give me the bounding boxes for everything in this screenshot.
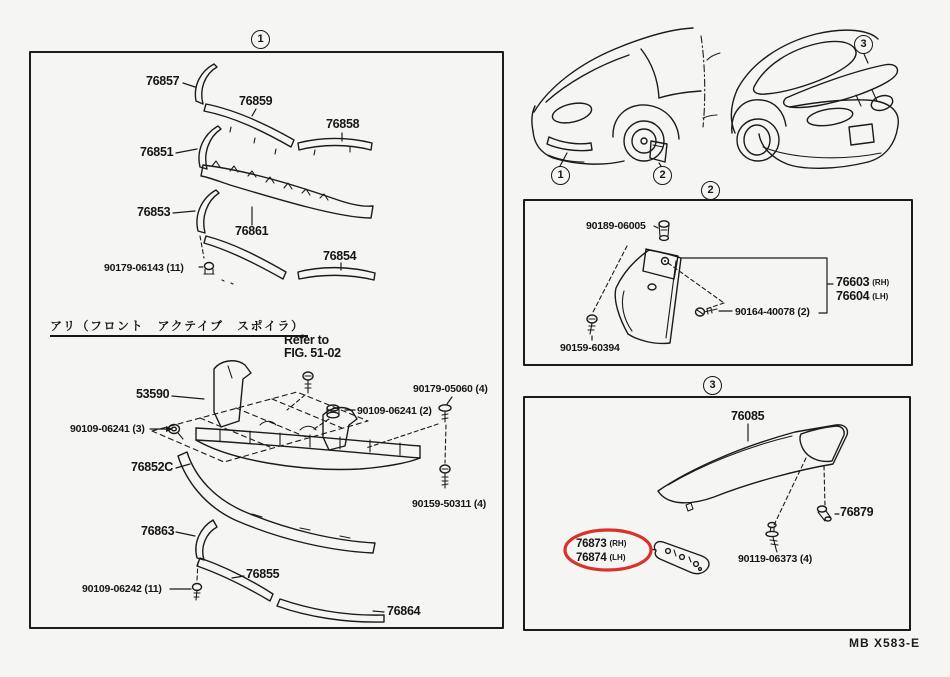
part-label-90109-06241-2: 90109-06241 (2) <box>357 405 432 417</box>
mudguard-diagram <box>587 221 833 344</box>
section-3-badge: 3 <box>703 376 722 395</box>
part-label-76879: 76879 <box>840 505 874 519</box>
screw-icon <box>303 372 313 393</box>
part-label-76085: 76085 <box>731 409 765 423</box>
part-label-90164-40078: 90164-40078 (2) <box>735 306 810 318</box>
clip-icon <box>439 405 451 422</box>
part-label-76857: 76857 <box>146 74 180 88</box>
mudguard-marker <box>650 141 667 162</box>
part-label-76853: 76853 <box>137 205 171 219</box>
part-label-90159-50311: 90159-50311 (4) <box>412 498 487 510</box>
part-label-90179-05060: 90179-05060 (4) <box>413 383 488 395</box>
part-label-53590: 53590 <box>136 387 170 401</box>
part-number-76604: 76604 <box>836 288 870 303</box>
leader-lines <box>170 83 384 612</box>
part-label-76873-76874 <box>576 537 626 565</box>
part-label-90159-60394: 90159-60394 <box>560 342 620 354</box>
front-car-illustration <box>532 28 705 166</box>
part-label-76604-row <box>836 290 889 304</box>
section-1-badge: 1 <box>251 30 270 49</box>
bolt-icon <box>169 425 184 440</box>
part-label-76863: 76863 <box>141 524 175 538</box>
part-label-76873-row <box>576 537 626 551</box>
japanese-caption: アリ（フロント アクテイブ スポイラ） <box>50 320 308 337</box>
part-label-76861: 76861 <box>235 224 269 238</box>
clip-icon <box>659 221 669 241</box>
section-2-badge: 2 <box>701 181 720 200</box>
side-suffix-lh: (LH) <box>609 553 626 562</box>
clip-icon <box>818 506 832 521</box>
side-suffix-rh: (RH) <box>872 278 890 287</box>
screw-icon <box>193 584 202 601</box>
part-label-76859: 76859 <box>239 94 273 108</box>
screw-icon <box>696 308 718 316</box>
part-label-90189-06005: 90189-06005 <box>586 220 646 232</box>
refer-note-line1: Refer to <box>284 333 329 347</box>
front-car-callout-1: 1 <box>551 166 570 185</box>
rear-wing <box>658 425 847 503</box>
part-label-76603-76604 <box>836 276 889 303</box>
part-label-76874-row <box>576 551 626 565</box>
part-label-76603-row <box>836 276 889 290</box>
part-label-90109-06242: 90109-06242 (11) <box>82 583 162 595</box>
part-number-76873: 76873 <box>576 538 607 550</box>
part-number-76874: 76874 <box>576 552 607 564</box>
part-label-76855: 76855 <box>246 567 280 581</box>
part-label-76864: 76864 <box>387 604 421 618</box>
section-frames <box>30 52 912 630</box>
figure-code: MB X583-E <box>849 636 921 650</box>
part-label-76854: 76854 <box>323 249 357 263</box>
refer-note-line2: FIG. 51-02 <box>284 345 341 360</box>
section-1-frame <box>30 52 503 628</box>
refer-note <box>284 334 341 359</box>
screw-icon <box>440 465 450 488</box>
part-label-90119-06373: 90119-06373 (4) <box>738 553 813 565</box>
side-suffix-lh: (LH) <box>872 291 889 301</box>
rear-car-callout-3: 3 <box>854 35 873 54</box>
part-number-76603: 76603 <box>836 275 870 289</box>
part-label-76851: 76851 <box>140 145 174 159</box>
side-suffix-rh: (RH) <box>609 539 627 548</box>
part-label-90109-06241-3: 90109-06241 (3) <box>70 423 145 435</box>
front-car-callout-2: 2 <box>653 166 672 185</box>
part-label-90179-06143: 90179-06143 (11) <box>104 262 184 274</box>
nut-icon <box>204 263 214 275</box>
screw-icon <box>766 523 778 553</box>
bolt-icon <box>587 315 597 334</box>
part-label-76852C: 76852C <box>131 460 173 474</box>
rear-spoiler-diagram <box>650 424 847 574</box>
part-label-76858: 76858 <box>326 117 360 131</box>
